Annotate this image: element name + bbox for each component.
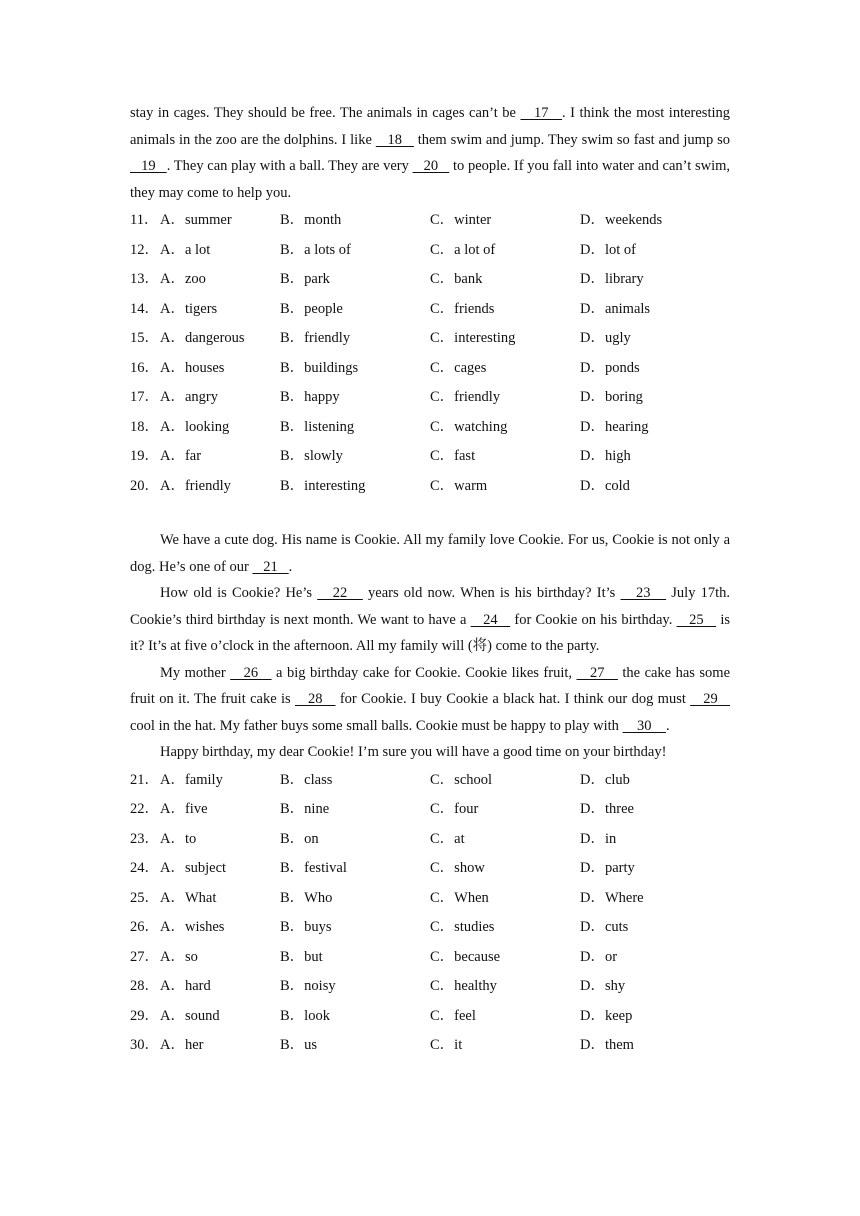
option-c: C．friends [430, 300, 495, 317]
option-b: B．people [280, 300, 343, 317]
blank-23: 23 [620, 585, 667, 601]
question-row [130, 354, 730, 384]
option-a: A．five [160, 801, 208, 817]
option-d: D．ponds [580, 359, 640, 376]
question-number: 17． [130, 389, 159, 405]
option-a: A．What [160, 889, 217, 906]
question-row [130, 324, 730, 354]
option-b: B．slowly [280, 448, 343, 464]
option-a: A．wishes [160, 919, 225, 935]
passage-text: for Cookie on his birthday. [510, 611, 677, 628]
question-row [130, 265, 730, 295]
option-a: A．family [160, 771, 223, 788]
blank-28: 28 [294, 691, 336, 707]
option-d: D．Where [580, 889, 644, 906]
option-c: C．it [430, 1037, 463, 1053]
question-row [130, 972, 730, 1002]
option-b: B．buys [280, 919, 332, 935]
question-row [130, 1031, 730, 1061]
option-a: A．dangerous [160, 330, 245, 346]
option-a: A．a lot [160, 241, 211, 258]
question-row [130, 236, 730, 266]
question-number: 20． [130, 477, 159, 494]
blank-30: 30 [622, 717, 667, 734]
passage-text: stay in cages. They should be free. The animals in cages can’t be [130, 105, 521, 121]
option-c: C．feel [430, 1007, 476, 1024]
question-row [130, 825, 730, 855]
question-row [130, 766, 730, 796]
option-d: D．weekends [580, 212, 663, 228]
option-a: A．houses [160, 359, 225, 376]
passage-text: to people. If you fall into water and can’t swim, they may come to help you. [130, 158, 731, 201]
passage-text: is it? It’s at five o’clock in the afternoon. All my family will (将) come to the party. [130, 611, 730, 654]
option-c: C．school [430, 771, 493, 788]
option-c: C．friendly [430, 389, 501, 405]
option-c: C．because [430, 948, 501, 965]
passage-text: How old is Cookie? He’s [160, 585, 318, 601]
question-row [130, 795, 730, 825]
option-a: A．tigers [160, 300, 218, 317]
option-d: D．or [580, 948, 618, 965]
option-d: D．three [580, 801, 634, 817]
question-row [130, 472, 730, 502]
question-row [130, 1002, 730, 1032]
question-row [130, 413, 730, 443]
option-a: A．angry [160, 389, 218, 405]
question-number: 14． [130, 300, 159, 317]
passage-text: Happy birthday, my dear Cookie! I’m sure you will have a good time on your birthday! [160, 744, 667, 760]
blank-25: 25 [676, 611, 717, 628]
question-row [130, 206, 730, 236]
option-d: D．high [580, 448, 631, 464]
question-number: 13． [130, 271, 159, 287]
passage-text: My mother [160, 664, 231, 681]
option-c: C．winter [430, 212, 492, 228]
question-row [130, 442, 730, 472]
option-d: D．party [580, 860, 635, 876]
option-c: C．cages [430, 359, 487, 376]
option-a: A．her [160, 1037, 204, 1053]
option-b: B．a lots of [280, 241, 351, 258]
option-d: D．lot of [580, 241, 636, 258]
blank-29: 29 [690, 691, 731, 707]
question-number: 16． [130, 359, 159, 376]
option-c: C．a lot of [430, 241, 496, 258]
option-c: C．watching [430, 418, 508, 435]
question-row [130, 854, 730, 884]
option-c: C．healthy [430, 978, 497, 994]
question-number: 19． [130, 448, 159, 464]
question-number: 30． [130, 1037, 159, 1053]
passage-text: . [288, 558, 293, 575]
option-b: B．friendly [280, 330, 351, 346]
option-c: C．warm [430, 477, 488, 494]
blank-19: 19 [130, 158, 167, 174]
blank-24: 24 [470, 611, 511, 628]
blank-27: 27 [576, 664, 618, 681]
passage-paragraph [130, 660, 730, 740]
option-b: B．look [280, 1007, 330, 1024]
option-b: B．happy [280, 389, 340, 405]
question-number: 29． [130, 1007, 159, 1024]
option-b: B．month [280, 212, 342, 228]
exam-page [130, 100, 730, 1061]
question-row [130, 884, 730, 914]
question-number: 11． [130, 212, 159, 228]
option-b: B．but [280, 948, 323, 965]
option-d: D．them [580, 1037, 634, 1053]
option-a: A．so [160, 948, 198, 965]
question-number: 22． [130, 801, 159, 817]
question-number: 15． [130, 330, 159, 346]
question-row [130, 383, 730, 413]
passage-paragraph [130, 739, 730, 766]
option-b: B．nine [280, 801, 330, 817]
option-d: D．cold [580, 477, 630, 494]
blank-17: 17 [520, 105, 563, 121]
passage-text: them swim and jump. They swim so fast and jump so [413, 131, 731, 148]
option-c: C．interesting [430, 330, 516, 346]
question-row [130, 295, 730, 325]
question-list-1 [130, 206, 730, 501]
question-number: 12． [130, 241, 159, 258]
passage-text: . I think the most interesting animals in the zoo are the dolphins. I like [130, 105, 731, 148]
option-d: D．cuts [580, 919, 629, 935]
option-a: A．friendly [160, 477, 231, 494]
option-a: A．sound [160, 1007, 220, 1024]
passage-text: cool in the hat. My father buys some small balls. Cookie must be happy to play with [130, 717, 623, 734]
option-d: D．animals [580, 300, 651, 317]
option-c: C．bank [430, 271, 483, 287]
option-b: B．us [280, 1037, 318, 1053]
passage-text: a big birthday cake for Cookie. Cookie likes fruit, [271, 664, 577, 681]
option-c: C．When [430, 889, 489, 906]
question-row [130, 943, 730, 973]
question-number: 23． [130, 830, 159, 847]
passage-text: for Cookie. I buy Cookie a black hat. I think our dog must [335, 691, 691, 707]
option-b: B．class [280, 771, 333, 788]
blank-20: 20 [412, 158, 450, 174]
option-c: C．show [430, 860, 485, 876]
passage-paragraph [130, 527, 730, 580]
question-number: 28． [130, 978, 159, 994]
question-list-2 [130, 766, 730, 1061]
option-c: C．fast [430, 448, 476, 464]
option-d: D．boring [580, 389, 643, 405]
option-b: B．listening [280, 418, 355, 435]
passage-text: years old now. When is his birthday? It’s [362, 585, 621, 601]
option-d: D．in [580, 830, 617, 847]
question-number: 18． [130, 418, 159, 435]
option-a: A．zoo [160, 271, 206, 287]
option-d: D．keep [580, 1007, 633, 1024]
section-spacer [130, 501, 730, 527]
option-d: D．club [580, 771, 630, 788]
option-a: A．summer [160, 212, 232, 228]
option-a: A．looking [160, 418, 230, 435]
option-d: D．hearing [580, 418, 649, 435]
question-number: 25． [130, 889, 159, 906]
question-number: 27． [130, 948, 159, 965]
blank-21: 21 [252, 558, 289, 575]
option-d: D．shy [580, 978, 626, 994]
option-d: D．ugly [580, 330, 631, 346]
passage-text: . [666, 717, 670, 734]
passage-1-ending [130, 100, 730, 206]
option-b: B．park [280, 271, 330, 287]
option-a: A．subject [160, 860, 227, 876]
option-a: A．far [160, 448, 202, 464]
passage-text: the cake has some fruit on it. The fruit cake is [130, 664, 731, 707]
question-number: 24． [130, 860, 159, 876]
question-number: 21． [130, 771, 159, 788]
option-d: D．library [580, 271, 644, 287]
passage-2 [130, 527, 730, 766]
option-c: C．studies [430, 919, 495, 935]
option-a: A．to [160, 830, 197, 847]
blank-22: 22 [317, 585, 363, 601]
passage-paragraph [130, 580, 730, 660]
option-c: C．four [430, 801, 479, 817]
option-b: B．noisy [280, 978, 336, 994]
option-c: C．at [430, 830, 465, 847]
option-b: B．festival [280, 860, 347, 876]
blank-18: 18 [375, 131, 414, 148]
option-b: B．buildings [280, 359, 359, 376]
passage-text: July 17th. Cookie’s third birthday is next month. We want to have a [130, 585, 731, 628]
option-b: B．Who [280, 889, 333, 906]
option-a: A．hard [160, 978, 211, 994]
question-number: 26． [130, 919, 159, 935]
blank-26: 26 [230, 664, 272, 681]
passage-text: We have a cute dog. His name is Cookie. All my family love Cookie. For us, Cookie is not only a dog. He’s one of our [130, 532, 730, 575]
question-row [130, 913, 730, 943]
option-b: B．interesting [280, 477, 366, 494]
passage-text: . They can play with a ball. They are very [166, 158, 413, 174]
option-b: B．on [280, 830, 319, 847]
